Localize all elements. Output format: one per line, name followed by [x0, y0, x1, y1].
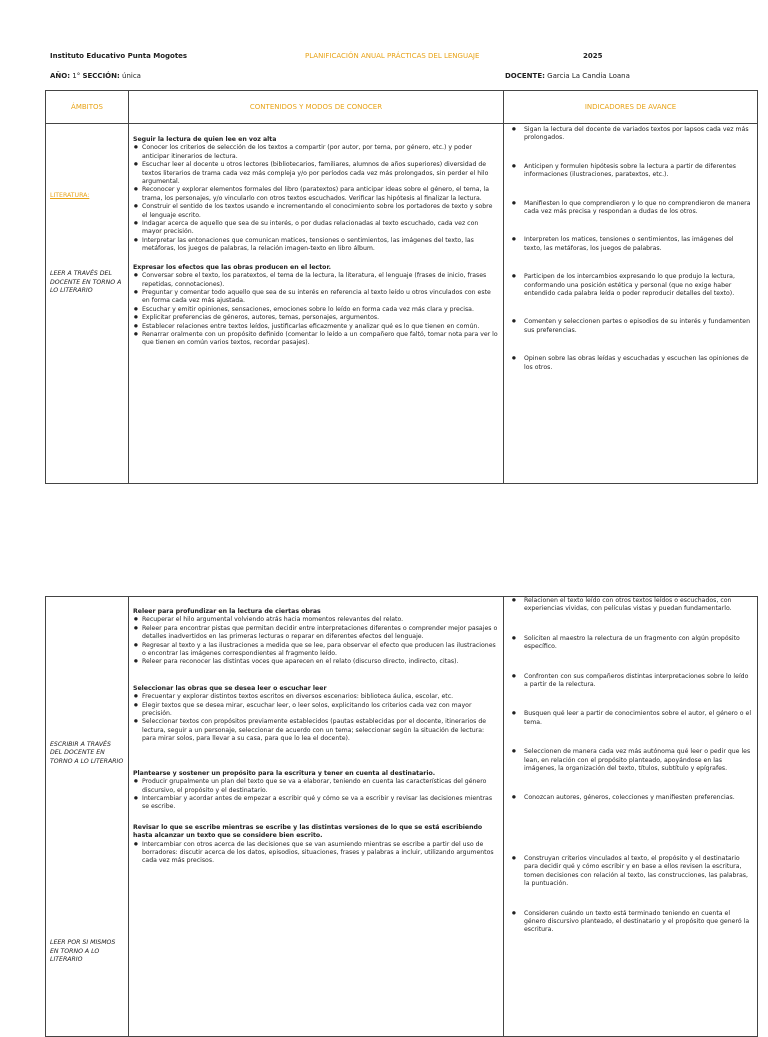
list-item: ● Releer para reconocer las distintas voces que aparecen en el relato (discurso directo, indirecto, citas). [133, 658, 499, 666]
plan-year: 2025 [583, 52, 603, 60]
list-item: ● Recuperar el hilo argumental volviendo atrás hacia momentos relevantes del relato. [133, 616, 499, 624]
indicator-item: ● Interpreten los matices, tensiones o sentimientos, las imágenes del texto, las metáforas, los juegos de palabras. [508, 236, 753, 253]
col-indicadores-header: INDICADORES DE AVANCE [504, 91, 758, 124]
indicator-item: ● Anticipen y formulen hipótesis sobre la lectura a partir de diferentes informaciones (ilustraciones, paratextos, etc.). [508, 163, 753, 180]
ambito-leer-solos: LEER POR SI MISMOS EN TORNO A LO LITERARIO [50, 939, 116, 964]
list-item: ● Elegir textos que se desea mirar, escuchar leer, o leer solos, explicitando los criterios cada vez con mayor precisión. [133, 702, 499, 719]
indicator-item: ● Consideren cuándo un texto está terminado teniendo en cuenta el género discursivo planteado, el destinatario y el propósito que generó la escritura. [508, 910, 753, 935]
table-row [46, 597, 758, 1037]
planning-table-2 [45, 596, 758, 1037]
planning-table-1 [45, 90, 758, 484]
ambito-leer-docente: LEER A TRAVÉS DEL DOCENTE EN TORNO A LO LITERARIO [50, 270, 122, 295]
indicator-item: ● Relacionen el texto leído con otros textos leídos o escuchados, con experiencias vividas, con películas vistas y puedan fundamentarlo. [508, 597, 753, 614]
col-ambitos-header: ÁMBITOS [46, 91, 129, 124]
contenidos-list [133, 272, 499, 348]
ambito-cell [46, 124, 129, 484]
indicator-item: ● Participen de los intercambios expresando lo que produjo la lectura, conformando una posición estética y personal (que no exige haber entendido cada palabra leída o poder reproducir detalles del texto). [508, 273, 753, 298]
list-item: ● Producir grupalmente un plan del texto que se va a elaborar, teniendo en cuenta las características del género discursivo, el propósito y el destinatario. [133, 778, 499, 795]
indicadores-cell [504, 597, 758, 1037]
list-item: ● Seleccionar textos con propósitos previamente establecidos (pautas establecidas por el docente, itinerarios de lectura, seguir a un personaje, seleccionar de acuerdo con un tema; seleccionar según la situación de lectura: para mirar solos, para llevar a su casa, para que lo lea el docente). [133, 718, 499, 743]
teacher-label: DOCENTE: [505, 72, 545, 80]
list-item: ● Preguntar y comentar todo aquello que sea de su interés en referencia al texto leído u otros vinculados con este en forma cada vez más ajustada. [133, 289, 499, 306]
indicator-item: ● Comenten y seleccionen partes o episodios de su interés y fundamenten sus preferencias. [508, 318, 753, 335]
section-label: SECCIÓN: [82, 72, 120, 80]
teacher-line [505, 72, 630, 81]
indicator-item: ● Seleccionen de manera cada vez más autónoma qué leer o pedir que les lean, en relación con el propósito planteado, apoyándose en las imágenes, la organización del texto, títulos, subtítulo y epígrafes. [508, 748, 753, 773]
contenidos-cell [129, 124, 504, 484]
school-name: Instituto Educativo Punta Mogotes [50, 52, 188, 60]
list-item: ● Renarrar oralmente con un propósito definido (comentar lo leído a un compañero que faltó, tomar nota para ver lo que tienen en común varios textos, recordar pasajes). [133, 331, 499, 348]
table-row [46, 124, 758, 484]
indicator-item: ● Opinen sobre las obras leídas y escuchadas y escuchen las opiniones de los otros. [508, 355, 753, 372]
list-item: ● Intercambiar y acordar antes de empezar a escribir qué y cómo se va a escribir y revisar las decisiones mientras se escribe. [133, 795, 499, 812]
list-item: ● Releer para encontrar pistas que permitan decidir entre interpretaciones diferentes o comprender mejor pasajes o detalles inadvertidos en las primeras lecturas o reparar en diferentes efectos del lenguaje. [133, 625, 499, 642]
section-title: Seguir la lectura de quien lee en voz alta [133, 136, 277, 143]
list-item: ● Explicitar preferencias de géneros, autores, temas, personajes, argumentos. [133, 314, 499, 322]
list-item: ● Frecuentar y explorar distintos textos escritos en diversos escenarios: biblioteca áulica, escolar, etc. [133, 693, 499, 701]
contenidos-list [133, 693, 499, 743]
section-value: única [122, 72, 141, 80]
ambito-cell [46, 597, 129, 1037]
contenidos-list [133, 778, 499, 812]
plan-title: PLANIFICACIÓN ANUAL PRÁCTICAS DEL LENGUAJE [305, 52, 480, 60]
indicator-item: ● Busquen qué leer a partir de conocimientos sobre el autor, el género o el tema. [508, 710, 753, 727]
list-item: ● Interpretar las entonaciones que comunican matices, tensiones o sentimientos, las imágenes del texto, las metáforas, los juegos de palabras, la relación imagen-texto en libro álbum. [133, 237, 499, 254]
contenidos-cell [129, 597, 504, 1037]
indicator-item: ● Confronten con sus compañeros distintas interpretaciones sobre lo leído a partir de la relectura. [508, 673, 753, 690]
indicator-item: ● Sigan la lectura del docente de variados textos por lapsos cada vez más prolongados. [508, 126, 753, 143]
list-item: ● Intercambiar con otros acerca de las decisiones que se van asumiendo mientras se escribe a partir del uso de borradores: discutir acerca de los datos, episodios, situaciones, frases y palabras a incluir, utilizando argumentos cada vez más precisos. [133, 841, 499, 866]
indicadores-list [508, 126, 753, 372]
section-title: Expresar los efectos que las obras producen en el lector. [133, 263, 331, 271]
teacher-value: Garcia La Candia Loana [547, 72, 630, 80]
section-title: Seleccionar las obras que se desea leer o escuchar leer [133, 684, 327, 692]
list-item: ● Establecer relaciones entre textos leídos, justificarlas eficazmente y analizar qué es lo que tienen en común. [133, 323, 499, 331]
col-contenidos-header: CONTENIDOS Y MODOS DE CONOCER [129, 91, 504, 124]
contenidos-list [133, 144, 499, 253]
section-title: Revisar lo que se escribe mientras se escribe y las distintas versiones de lo que se está escribiendo hasta alcanzar un texto que se considere bien escrito. [133, 823, 483, 840]
list-item: ● Regresar al texto y a las ilustraciones a medida que se lee, para observar el efecto que producen las ilustraciones o encontrar las imágenes correspondientes al fragmento leído. [133, 642, 499, 659]
contenidos-list [133, 841, 499, 866]
list-item: ● Construir el sentido de los textos usando e incrementando el conocimiento sobre los portadores de texto y sobre el lenguaje escrito. [133, 203, 499, 220]
grade-section-line [50, 72, 141, 81]
indicadores-cell [504, 124, 758, 484]
list-item: ● Escuchar y emitir opiniones, sensaciones, emociones sobre lo leído en forma cada vez más clara y precisa. [133, 306, 499, 314]
contenidos-list [133, 616, 499, 666]
table-header-row [46, 91, 758, 124]
indicator-item: ● Soliciten al maestro la relectura de un fragmento con algún propósito específico. [508, 635, 753, 652]
ambito-literatura-tag: LITERATURA: [50, 192, 90, 199]
indicator-item: ● Conozcan autores, géneros, colecciones y manifiesten preferencias. [508, 794, 753, 802]
grade-label: AÑO: [50, 72, 71, 80]
grade-value: 1° [72, 72, 81, 80]
indicadores-list [508, 597, 753, 935]
list-item: ● Conversar sobre el texto, los paratextos, el tema de la lectura, la literatura, el lenguaje (frases de inicio, frases repetidas, connotaciones). [133, 272, 499, 289]
section-title: Plantearse y sostener un propósito para la escritura y tener en cuenta al destinatario. [133, 769, 436, 777]
ambito-escribir-docente: ESCRIBIR A TRAVÉS DEL DOCENTE EN TORNO A LO LITERARIO [50, 741, 124, 765]
section-title: Releer para profundizar en la lectura de ciertas obras [133, 608, 321, 615]
list-item: ● Conocer los criterios de selección de los textos a compartir (por autor, por tema, por género, etc.) y poder anticipar itinerarios de lectura. [133, 144, 499, 161]
indicator-item: ● Manifiesten lo que comprendieron y lo que no comprendieron de manera cada vez más precisa y respondan a dudas de los otros. [508, 200, 753, 217]
list-item: ● Reconocer y explorar elementos formales del libro (paratextos) para anticipar ideas sobre el género, el tema, la trama, los personajes, y/o vincularlo con otros textos escuchados. Verificar las hipótesis al finalizar la lectura. [133, 186, 499, 203]
list-item: ● Escuchar leer al docente u otros lectores (bibliotecarios, familiares, alumnos de años superiores) diversidad de textos literarios de trama cada vez más compleja y/o por períodos cada vez más prolongados, sin perder el hilo argumental. [133, 161, 499, 186]
list-item: ● Indagar acerca de aquello que sea de su interés, o por dudas relacionadas al texto escuchado, cada vez con mayor precisión. [133, 220, 499, 237]
indicator-item: ● Construyan criterios vinculados al texto, el propósito y el destinatario para decidir qué y cómo escribir y en base a ellos revisen la escritura, tomen decisiones con relación al texto, las construcciones, las palabras, la puntuación. [508, 855, 753, 889]
